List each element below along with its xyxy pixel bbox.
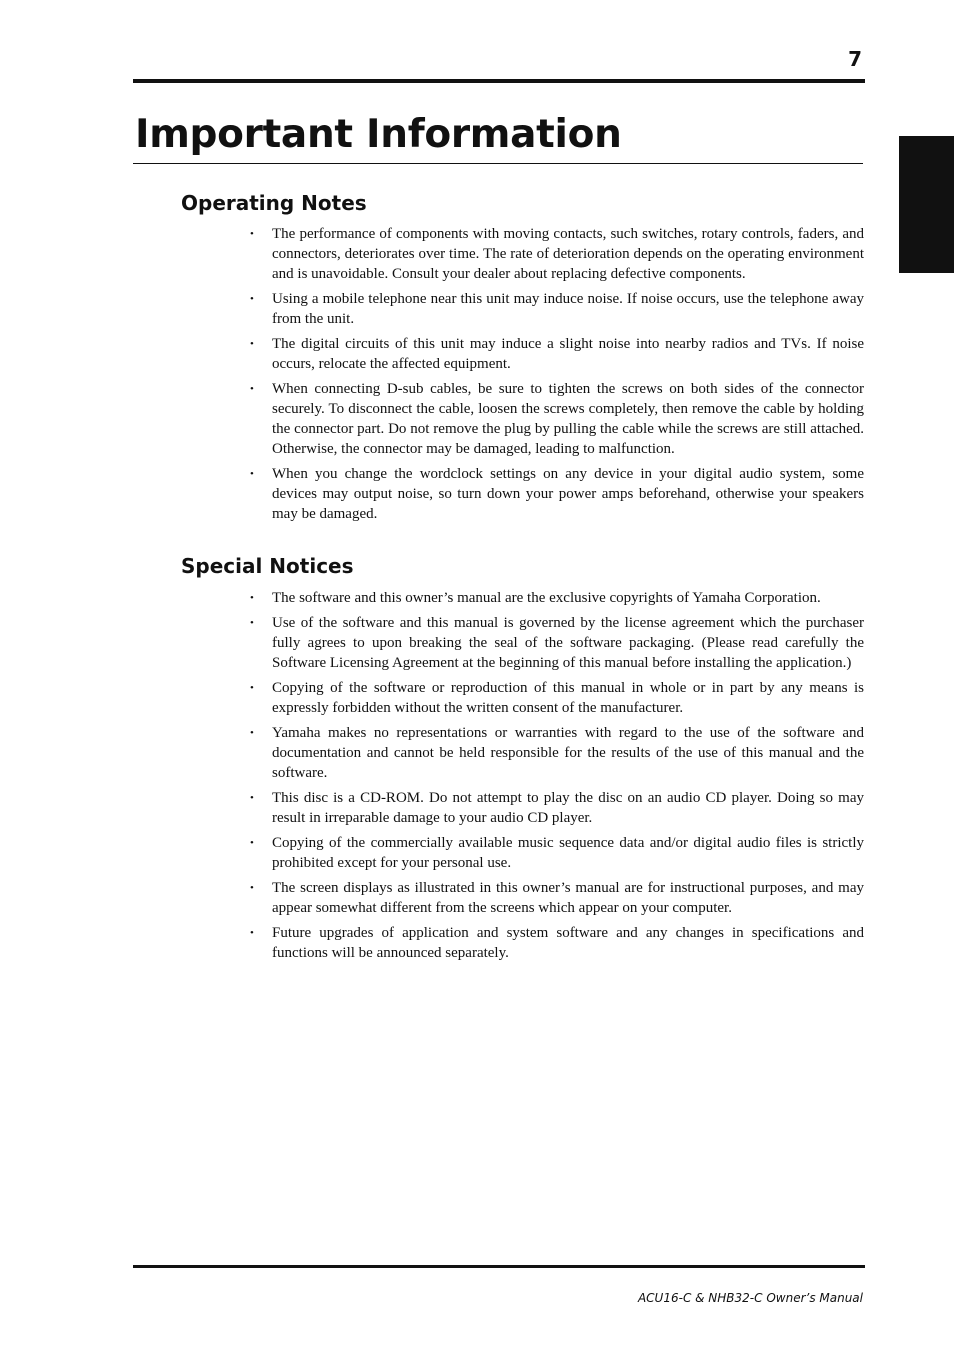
list-item-text: Use of the software and this manual is governed by the license agreement which the purchaser fully agrees to upon breaking the seal of the software packaging. (Please read carefully the Software Licensing Agreement at the beginning of this manual before installing the application.): [272, 615, 864, 671]
page-number: 7: [848, 47, 862, 71]
list-item-text: Using a mobile telephone near this unit may induce noise. If noise occurs, use the telephone away from the unit.: [272, 291, 864, 327]
footer-manual-title: ACU16-C & NHB32-C Owner’s Manual: [637, 1291, 863, 1305]
list-item: [244, 878, 864, 918]
list-item-text: Copying of the software or reproduction of this manual in whole or in part by any means is expressly forbidden without the written consent of the manufacturer.: [272, 680, 864, 716]
list-item-text: When connecting D-sub cables, be sure to tighten the screws on both sides of the connector securely. To disconnect the cable, loosen the screws completely, then remove the cable by holding the connector part. Do not remove the plug by pulling the cable while the screws are still attached. Otherwise, the connector may be damaged, leading to malfunction.: [272, 381, 864, 457]
page-title: Important Information: [135, 112, 622, 157]
footer-rule: [133, 1265, 865, 1268]
section-heading-operating-notes: Operating Notes: [181, 191, 367, 215]
section-heading-special-notices: Special Notices: [181, 554, 354, 578]
header-rule: [133, 79, 865, 83]
list-item-text: Future upgrades of application and system software and any changes in specifications and functions will be announced separately.: [272, 925, 864, 961]
list-item: [244, 723, 864, 783]
list-item: [244, 788, 864, 828]
bullet-icon: •: [250, 727, 254, 739]
list-item-text: Yamaha makes no representations or warranties with regard to the use of the software and documentation and cannot be held responsible for the results of the use of this manual and the software.: [272, 725, 864, 781]
list-item: [244, 289, 864, 329]
list-item-text: The performance of components with moving contacts, such switches, rotary controls, faders, and connectors, deteriorates over time. The rate of deterioration depends on the operating environment and is unavoidable. Consult your dealer about replacing defective components.: [272, 226, 864, 282]
list-item-text: When you change the wordclock settings on any device in your digital audio system, some devices may output noise, so turn down your power amps beforehand, otherwise your speakers may be damaged.: [272, 466, 864, 522]
list-item-text: Copying of the commercially available music sequence data and/or digital audio files is strictly prohibited except for your personal use.: [272, 835, 864, 871]
bullet-icon: •: [250, 468, 254, 480]
bullet-icon: •: [250, 617, 254, 629]
special-notices-list: [244, 588, 864, 968]
title-rule: [133, 163, 863, 164]
list-item-text: The software and this owner’s manual are the exclusive copyrights of Yamaha Corporation.: [272, 590, 821, 606]
list-item-text: This disc is a CD-ROM. Do not attempt to play the disc on an audio CD player. Doing so may result in irreparable damage to your audio CD player.: [272, 790, 864, 826]
bullet-icon: •: [250, 682, 254, 694]
list-item: [244, 923, 864, 963]
list-item-text: The screen displays as illustrated in this owner’s manual are for instructional purposes, and may appear somewhat different from the screens which appear on your computer.: [272, 880, 864, 916]
bullet-icon: •: [250, 927, 254, 939]
bullet-icon: •: [250, 837, 254, 849]
operating-notes-list: [244, 224, 864, 529]
bullet-icon: •: [250, 228, 254, 240]
bullet-icon: •: [250, 338, 254, 350]
chapter-tab-marker: [899, 136, 954, 273]
bullet-icon: •: [250, 882, 254, 894]
list-item: [244, 833, 864, 873]
list-item: [244, 379, 864, 459]
list-item: [244, 588, 864, 608]
bullet-icon: •: [250, 592, 254, 604]
list-item: [244, 678, 864, 718]
bullet-icon: •: [250, 792, 254, 804]
list-item-text: The digital circuits of this unit may induce a slight noise into nearby radios and TVs. If noise occurs, relocate the affected equipment.: [272, 336, 864, 372]
list-item: [244, 613, 864, 673]
list-item: [244, 464, 864, 524]
bullet-icon: •: [250, 293, 254, 305]
list-item: [244, 334, 864, 374]
bullet-icon: •: [250, 383, 254, 395]
list-item: [244, 224, 864, 284]
